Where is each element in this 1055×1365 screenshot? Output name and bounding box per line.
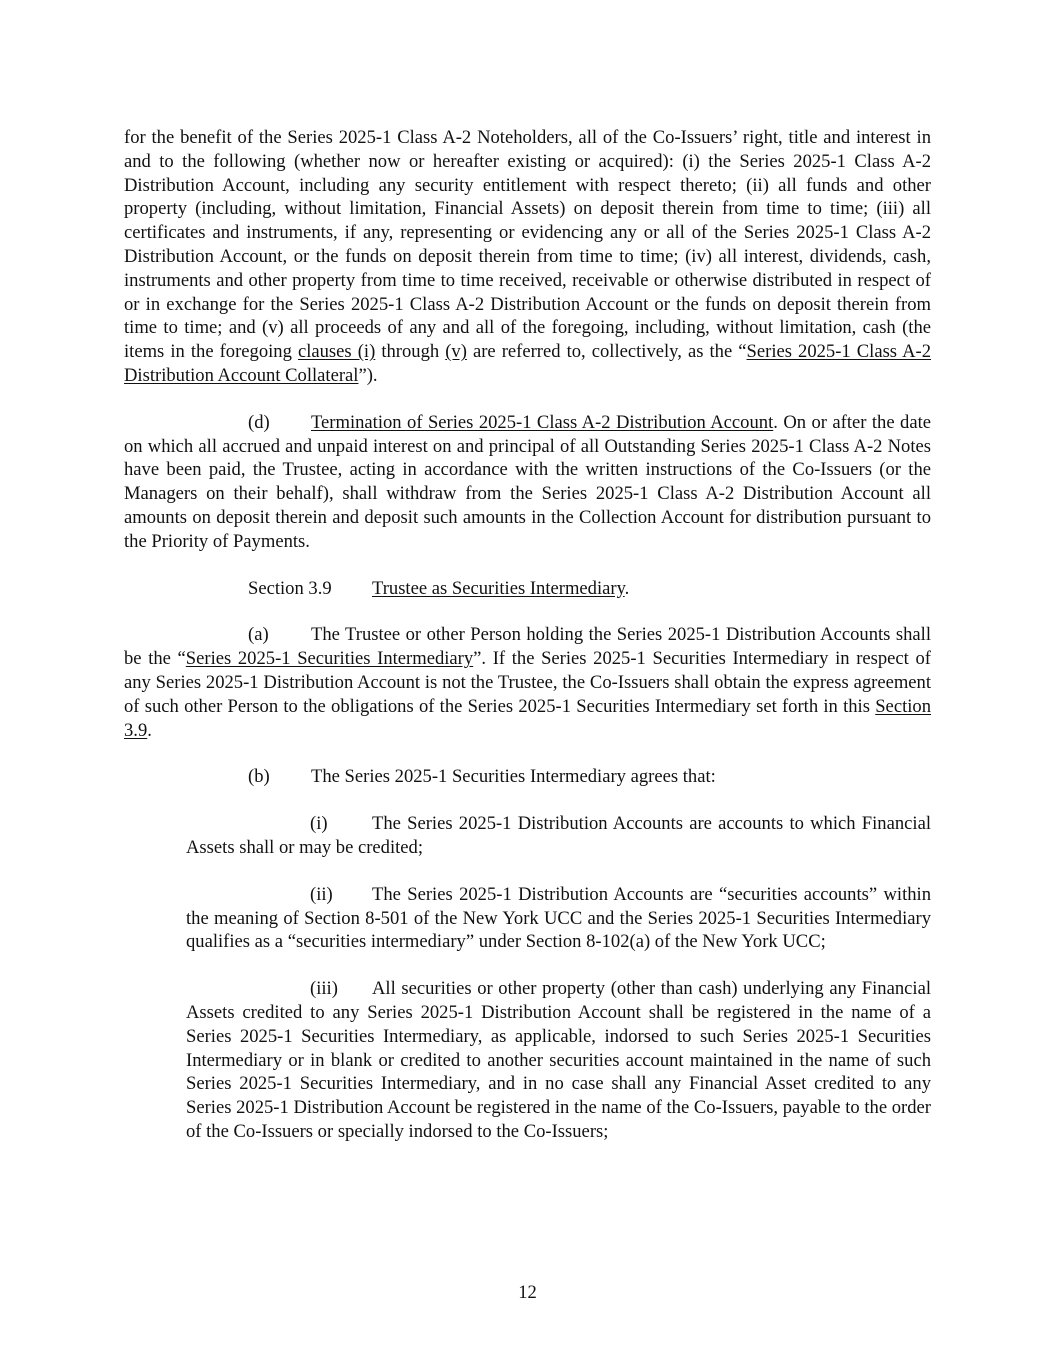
label-i: (i) bbox=[310, 813, 328, 835]
label-d: (d) bbox=[248, 411, 270, 433]
paragraph-iii: (iii) All securities or other property (other than cash) underlying any Financial Assets credited to any Series 2025-1 Distribution Account shall be registered in the name of a Series 2025-1 Securities Intermediary, as applicable, indorsed to such Series 2025-1 Securities Intermediary or in blank or credited to another securities account maintained in the name of such Series 2025-1 Securities Intermediary, and in no case shall any Financial Asset credited to any Series 2025-1 Distribution Account be registered in the name of the Co-Issuers, payable to the order of the Co-Issuers or specially indorsed to the Co-Issuers; bbox=[186, 978, 931, 1142]
clauses-i-ref: clauses (i) bbox=[297, 341, 376, 363]
paragraph-d: (d) Termination of Series 2025-1 Class A-2 Distribution Account. On or after the date on which all accrued and unpaid interest on and principal of all Outstanding Series 2025-1 Class A-2 Notes have been paid, the Trustee, acting in accordance with the written instructions of the Co-Issuers (or the Managers on their behalf), shall withdraw from the Series 2025-1 Class A-2 Distribution Account all amounts on deposit therein and deposit such amounts in the Collection Account for distribution pursuant to the Priority of Payments. bbox=[124, 411, 931, 552]
label-b: (b) bbox=[248, 766, 270, 788]
section-number: Section 3.9 bbox=[248, 577, 332, 599]
label-iii: (iii) bbox=[310, 978, 338, 1000]
paragraph-a: (a) The Trustee or other Person holding the Series 2025-1 Distribution Accounts shall be the “Series 2025-1 Securities Intermediary”. If the Series 2025-1 Securities Intermediary in respect of any Series 2025-1 Distribution Account is not the Trustee, the Co-Issuers shall obtain the express agreement of such other Person to the obligations of the Series 2025-1 Securities Intermediary set forth in this Section 3.9. bbox=[124, 624, 931, 741]
heading-termination: Termination of Series 2025-1 Class A-2 Distribution Account bbox=[311, 411, 774, 433]
clause-v-ref: (v) bbox=[445, 341, 467, 363]
defined-term-collateral: Series 2025-1 Class A-2 Distribution Account Collateral bbox=[124, 341, 931, 386]
paragraph-b: (b) The Series 2025-1 Securities Intermediary agrees that: bbox=[248, 766, 716, 788]
body-text bbox=[124, 126, 931, 1144]
label-a: (a) bbox=[248, 624, 269, 646]
section-title: Trustee as Securities Intermediary bbox=[372, 577, 625, 599]
section-ref: Section 3.9 bbox=[124, 695, 931, 741]
paragraph-ii: (ii) The Series 2025-1 Distribution Accounts are “securities accounts” within the meaning of Section 8-501 of the New York UCC and the Series 2025-1 Securities Intermediary qualifies as a “securities intermediary” under Section 8-102(a) of the New York UCC; bbox=[186, 883, 931, 953]
paragraph-i: (i) The Series 2025-1 Distribution Accounts are accounts to which Financial Assets shall or may be credited; bbox=[186, 813, 931, 858]
paragraph-collateral: for the benefit of the Series 2025-1 Class A-2 Noteholders, all of the Co-Issuers’ right, title and interest in and to the following (whether now or hereafter existing or acquired): (i) the Series 2025-1 Class A-2 Distribution Account, including any security entitlement with respect thereto; (ii) all funds and other property (including, without limitation, Financial Assets) on deposit therein from time to time; (iii) all certificates and instruments, if any, representing or evidencing any or all of the Series 2025-1 Class A-2 Distribution Account, or the funds on deposit therein from time to time; (iv) all interest, dividends, cash, instruments and other property from time to time received, receivable or otherwise distributed in respect of or in exchange for the Series 2025-1 Class A-2 Distribution Account or the funds on deposit therein from time to time; and (v) all proceeds of any and all of the foregoing, including, without limitation, cash (the items in the foregoing clauses (i) through (v) are referred to, collectively, as the “Series 2025-1 Class A-2 Distribution Account Collateral”). bbox=[124, 127, 931, 386]
section-heading: Section 3.9 Trustee as Securities Intermediary. bbox=[248, 577, 630, 599]
defined-term-intermediary: Series 2025-1 Securities Intermediary bbox=[185, 648, 474, 670]
label-ii: (ii) bbox=[310, 883, 333, 905]
page-number: 12 bbox=[518, 1282, 537, 1303]
